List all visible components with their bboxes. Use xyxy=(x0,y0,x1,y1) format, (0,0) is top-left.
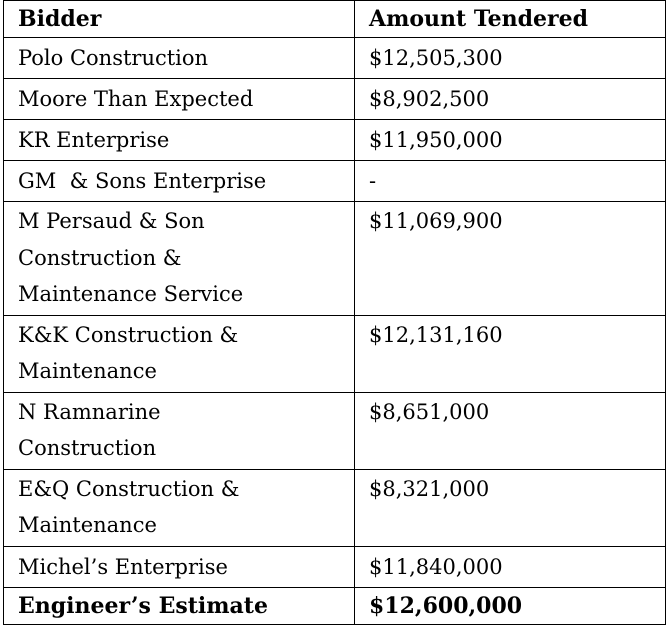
amount-cell: $11,950,000 xyxy=(355,120,666,161)
table-row xyxy=(4,120,666,161)
bidder-cell: GM & Sons Enterprise xyxy=(4,161,355,202)
table-row xyxy=(4,469,666,546)
bidder-cell: N Ramnarine Construction xyxy=(4,392,355,469)
bidder-cell: K&K Construction & Maintenance xyxy=(4,315,355,392)
bidder-cell: M Persaud & Son Construction & Maintenance Service xyxy=(4,202,355,316)
table-row xyxy=(4,202,666,316)
amount-cell: $12,505,300 xyxy=(355,38,666,79)
bidder-cell: Michel’s Enterprise xyxy=(4,546,355,587)
table-row xyxy=(4,546,666,587)
table-row xyxy=(4,392,666,469)
amount-cell: $8,651,000 xyxy=(355,392,666,469)
bidder-cell: Moore Than Expected xyxy=(4,79,355,120)
bidder-cell: KR Enterprise xyxy=(4,120,355,161)
table-row xyxy=(4,161,666,202)
total-amount: $12,600,000 xyxy=(355,587,666,624)
amount-cell: - xyxy=(355,161,666,202)
amount-cell: $8,902,500 xyxy=(355,79,666,120)
amount-cell: $11,069,900 xyxy=(355,202,666,316)
bids-table xyxy=(3,0,666,625)
amount-cell: $8,321,000 xyxy=(355,469,666,546)
table-header-row xyxy=(4,1,666,38)
total-label: Engineer’s Estimate xyxy=(4,587,355,624)
total-row xyxy=(4,587,666,624)
amount-cell: $12,131,160 xyxy=(355,315,666,392)
header-bidder: Bidder xyxy=(4,1,355,38)
table-row xyxy=(4,315,666,392)
table-row xyxy=(4,38,666,79)
header-amount-tendered: Amount Tendered xyxy=(355,1,666,38)
amount-cell: $11,840,000 xyxy=(355,546,666,587)
bidder-cell: Polo Construction xyxy=(4,38,355,79)
table-row xyxy=(4,79,666,120)
bidder-cell: E&Q Construction & Maintenance xyxy=(4,469,355,546)
